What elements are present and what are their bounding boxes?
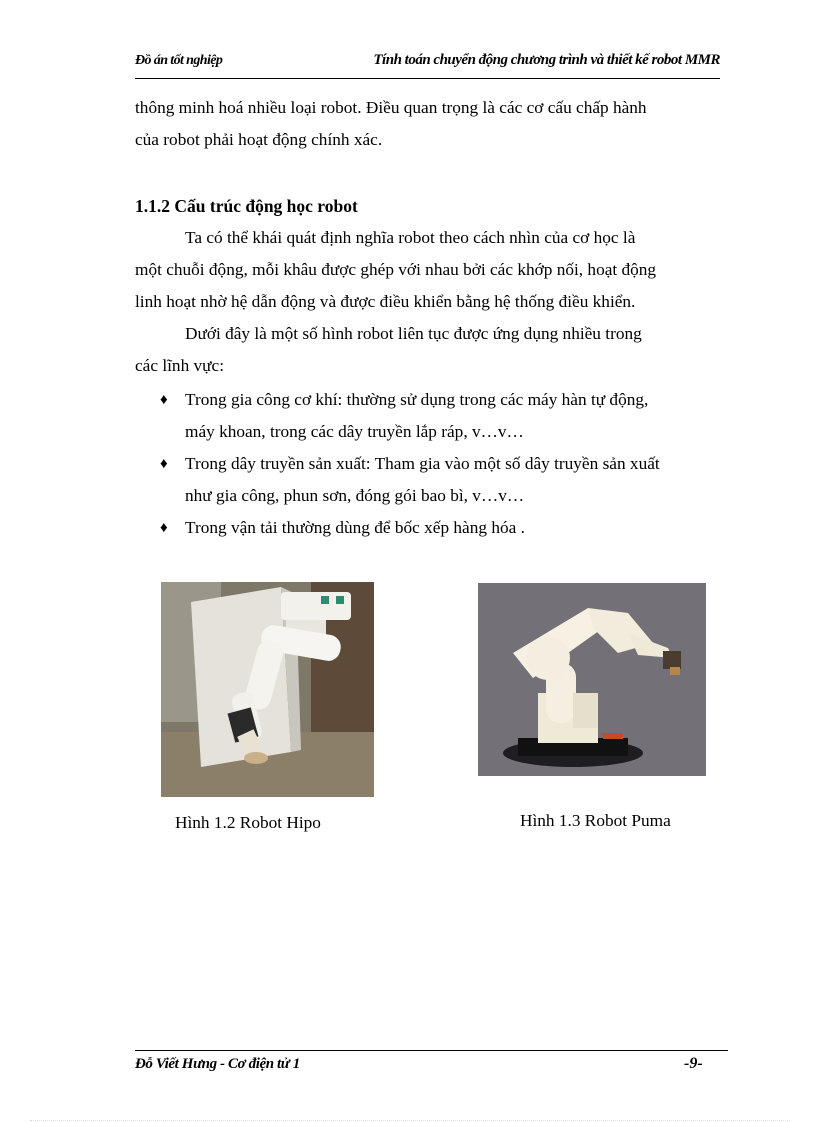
diamond-bullet-icon: ♦ (160, 392, 168, 408)
paragraph-2-line: linh hoạt nhờ hệ dẫn động và được điều khiển bằng hệ thống điều khiển. (135, 292, 636, 311)
header-right-text: Tính toán chuyển động chương trình và thiết kế robot MMR (373, 52, 720, 68)
page-number: -9- (684, 1055, 703, 1072)
paragraph-1 (135, 92, 720, 156)
list-item-line: máy khoan, trong các dây truyền lắp ráp, v…v… (185, 422, 524, 441)
figure-caption: Hình 1.3 Robot Puma (520, 811, 671, 830)
paragraph-2-line: một chuỗi động, mỗi khâu được ghép với nhau bởi các khớp nối, hoạt động (135, 260, 657, 279)
robot-hipo-illustration (161, 582, 374, 797)
robot-puma-illustration (478, 583, 706, 776)
application-list (160, 384, 730, 544)
header-left-text: Đồ án tốt nghiệp (135, 53, 223, 68)
robot-hipo-photo (161, 582, 374, 797)
list-item-line: Trong vận tải thường dùng để bốc xếp hàng hóa . (185, 518, 525, 537)
footer-divider (135, 1050, 728, 1051)
list-item (160, 512, 730, 544)
section-heading: 1.1.2 Cấu trúc động học robot (135, 196, 358, 216)
robot-puma-photo (478, 583, 706, 776)
list-item (160, 448, 730, 512)
list-item-line: Trong dây truyền sản xuất: Tham gia vào một số dây truyền sản xuất (185, 454, 660, 473)
diamond-bullet-icon: ♦ (160, 520, 168, 536)
diamond-bullet-icon: ♦ (160, 456, 168, 472)
paragraph-1-line: thông minh hoá nhiều loại robot. Điều quan trọng là các cơ cấu chấp hành (135, 98, 647, 117)
paragraph-3 (135, 318, 720, 382)
paragraph-1-line: của robot phải hoạt động chính xác. (135, 130, 383, 149)
list-item (160, 384, 730, 448)
page-bottom-edge (30, 1120, 790, 1121)
page-header (135, 50, 720, 79)
paragraph-2 (135, 222, 720, 318)
list-item-line: như gia công, phun sơn, đóng gói bao bì, v…v… (185, 486, 525, 505)
footer-author: Đỗ Viết Hưng - Cơ điện tử 1 (135, 1056, 300, 1072)
paragraph-3-line: Dưới đây là một số hình robot liên tục được ứng dụng nhiều trong (185, 324, 642, 343)
paragraph-2-line: Ta có thể khái quát định nghĩa robot theo cách nhìn của cơ học là (185, 228, 636, 247)
paragraph-3-line: các lĩnh vực: (135, 356, 225, 375)
figure-caption: Hình 1.2 Robot Hipo (175, 813, 321, 832)
list-item-line: Trong gia công cơ khí: thường sử dụng trong các máy hàn tự động, (185, 390, 649, 409)
